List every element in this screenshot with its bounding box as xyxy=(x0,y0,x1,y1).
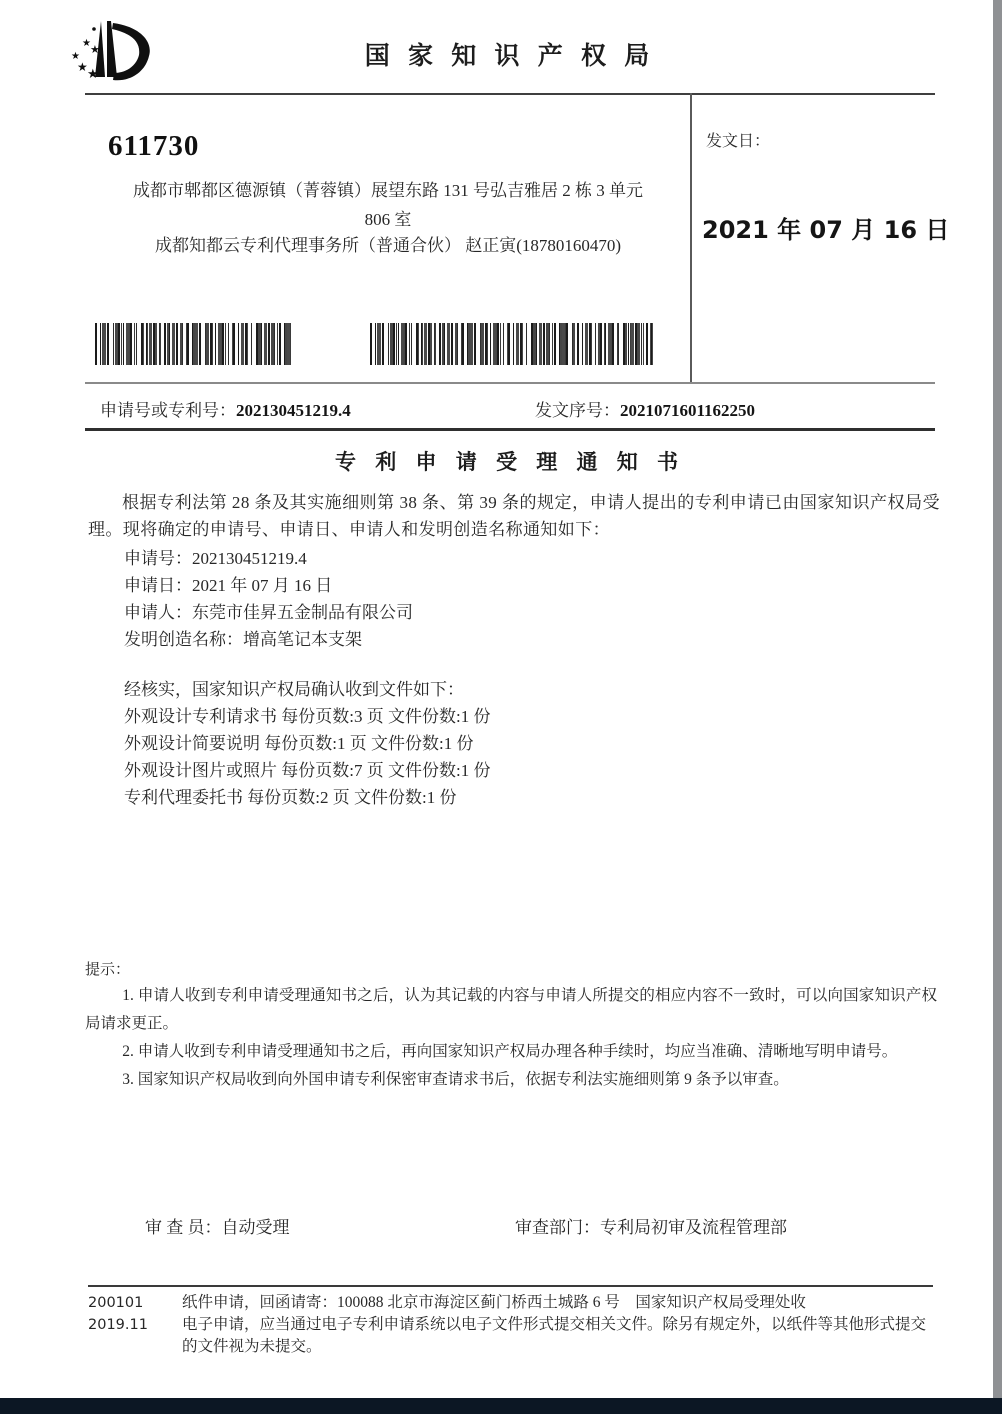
field-value: 增高笔记本支架 xyxy=(243,630,362,649)
field-invention-name xyxy=(124,626,413,653)
received-documents-block xyxy=(124,676,490,811)
field-value: 2021 年 07 月 16 日 xyxy=(192,576,333,595)
field-label: 发明创造名称： xyxy=(124,630,243,649)
svg-text:★: ★ xyxy=(90,43,100,56)
field-label: 申请号： xyxy=(124,549,192,568)
footer-form-date: 2019.11 xyxy=(88,1317,148,1333)
received-item: 外观设计图片或照片 每份页数:7 页 文件份数:1 份 xyxy=(124,761,491,780)
scanned-page-edge xyxy=(993,0,1002,1414)
field-application-number xyxy=(124,545,413,572)
field-value: 东莞市佳昇五金制品有限公司 xyxy=(192,603,413,622)
recipient-postal-code: 611730 xyxy=(108,130,200,162)
footer-divider-line xyxy=(88,1285,933,1287)
department-value: 专利局初审及流程管理部 xyxy=(600,1218,787,1237)
svg-text:★: ★ xyxy=(87,67,99,82)
numbers-row-bottom-line xyxy=(85,428,935,431)
dispatch-date-label: 发文日： xyxy=(706,133,771,150)
received-item: 外观设计简要说明 每份页数:1 页 文件份数:1 份 xyxy=(124,734,474,753)
header-divider-line xyxy=(85,93,935,95)
field-label: 申请日： xyxy=(124,576,192,595)
field-value: 202130451219.4 xyxy=(192,549,307,568)
tips-label: 提示： xyxy=(85,962,131,978)
serial-number-value: 2021071601162250 xyxy=(620,401,756,420)
svg-text:★: ★ xyxy=(77,60,88,74)
field-application-date xyxy=(124,572,413,599)
field-applicant xyxy=(124,599,413,626)
received-item: 专利代理委托书 每份页数:2 页 文件份数:1 份 xyxy=(124,788,457,807)
notice-intro-paragraph: 根据专利法第 28 条及其实施细则第 38 条、第 39 条的规定，申请人提出的专利申请已由国家知识产权局受理。现将确定的申请号、申请日、申请人和发明创造名称通知如下： xyxy=(88,493,940,539)
footer-row-paper xyxy=(88,1292,936,1314)
footer-form-code: 200101 xyxy=(88,1295,144,1311)
department-field xyxy=(515,1213,787,1238)
received-item: 外观设计专利请求书 每份页数:3 页 文件份数:1 份 xyxy=(124,707,491,726)
notice-title: 专 利 申 请 受 理 通 知 书 xyxy=(335,450,685,474)
serial-number-label: 发文序号： xyxy=(535,401,620,420)
footer-row-electronic xyxy=(88,1314,936,1358)
barcode-bottom-line xyxy=(85,382,935,384)
address-date-divider-line xyxy=(690,93,692,384)
dispatch-date-value: 2021 年 07 月 16 日 xyxy=(702,216,950,244)
barcode-right-icon xyxy=(370,323,653,365)
examiner-label: 审 查 员： xyxy=(145,1218,222,1237)
application-fields-list xyxy=(124,545,413,653)
recipient-address-line2: 806 室 xyxy=(364,210,412,229)
footer-paper-note: 纸件申请，回函请寄：100088 北京市海淀区蓟门桥西土城路 6 号 国家知识产权局受理处收 xyxy=(182,1294,806,1311)
tip-item-1: 1. 申请人收到专利申请受理通知书之后，认为其记载的内容与申请人所提交的相应内容不一致时，可以向国家知识产权局请求更正。 xyxy=(85,987,937,1032)
svg-text:★: ★ xyxy=(71,51,80,62)
recipient-agent-line: 成都知都云专利代理事务所（普通合伙） 赵正寅(18780160470) xyxy=(154,236,622,255)
scan-background-bar xyxy=(0,1398,1002,1414)
serial-number-field xyxy=(535,396,755,421)
svg-text:★: ★ xyxy=(82,38,91,49)
application-number-value: 202130451219.4 xyxy=(236,401,351,420)
received-intro: 经核实，国家知识产权局确认收到文件如下： xyxy=(124,680,464,699)
field-label: 申请人： xyxy=(124,603,192,622)
agency-title: 国 家 知 识 产 权 局 xyxy=(364,43,656,70)
department-label: 审查部门： xyxy=(515,1218,600,1237)
tip-item-3: 3. 国家知识产权局收到向外国申请专利保密审查请求书后，依据专利法实施细则第 9 条予以审查。 xyxy=(122,1071,789,1088)
footer-notes xyxy=(88,1292,936,1358)
footer-electronic-note: 电子申请，应当通过电子专利申请系统以电子文件形式提交相关文件。除另有规定外，以纸件等其他形式提交的文件视为未提交。 xyxy=(182,1316,927,1355)
application-number-label: 申请号或专利号： xyxy=(100,401,236,420)
tip-item-2: 2. 申请人收到专利申请受理通知书之后，再向国家知识产权局办理各种手续时，均应当准确、清晰地写明申请号。 xyxy=(122,1043,898,1060)
recipient-address-line1: 成都市郫都区德源镇（菁蓉镇）展望东路 131 号弘吉雅居 2 栋 3 单元 xyxy=(133,181,643,200)
barcode-left-icon xyxy=(95,323,291,365)
examiner-field xyxy=(145,1213,290,1238)
examiner-value: 自动受理 xyxy=(221,1218,290,1237)
application-number-field xyxy=(100,396,351,421)
